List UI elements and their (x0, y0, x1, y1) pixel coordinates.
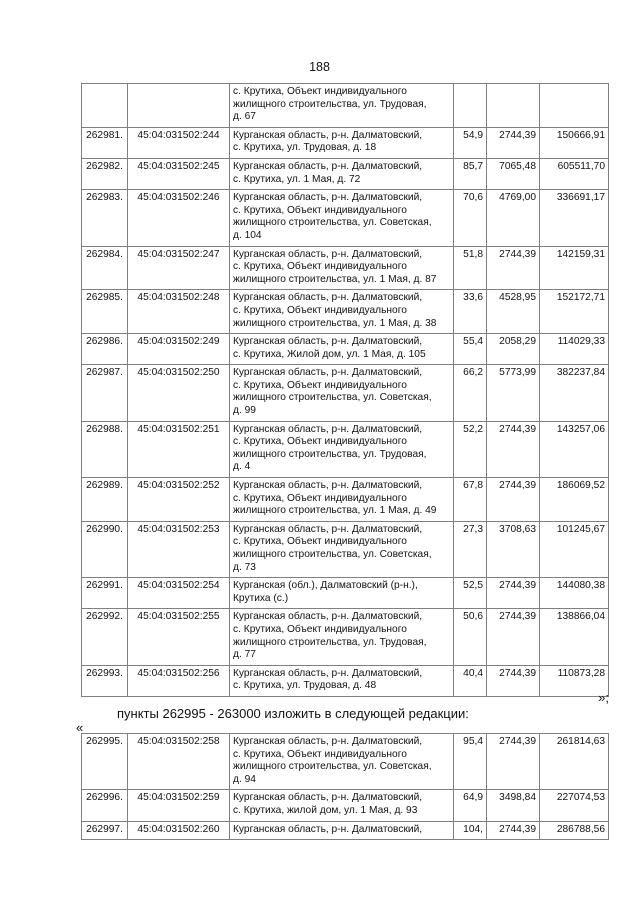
area-value-cell: 27,3 (454, 521, 487, 577)
area-value-cell: 40,4 (454, 665, 487, 696)
table-row (82, 478, 609, 522)
row-number-cell: 262985. (82, 290, 128, 334)
area-value-cell: 51,8 (454, 246, 487, 290)
area-value-cell: 95,4 (454, 734, 487, 790)
unit-price-cell: 2058,29 (487, 334, 540, 365)
cadastral-cost-cell: 110873,28 (540, 665, 609, 696)
unit-price-cell (487, 84, 540, 128)
cadastral-cost-cell: 186069,52 (540, 478, 609, 522)
unit-price-cell: 4769,00 (487, 190, 540, 246)
register-table-bottom (81, 733, 609, 840)
opening-quote: « (76, 720, 84, 735)
area-value-cell: 52,5 (454, 578, 487, 609)
area-value-cell: 70,6 (454, 190, 487, 246)
row-number-cell: 262996. (82, 790, 128, 821)
unit-price-cell: 2744,39 (487, 478, 540, 522)
area-value-cell: 52,2 (454, 421, 487, 477)
table-row (82, 421, 609, 477)
cadastral-number-cell: 45:04:031502:255 (128, 609, 230, 665)
cadastral-cost-cell: 144080,38 (540, 578, 609, 609)
cadastral-cost-cell: 336691,17 (540, 190, 609, 246)
unit-price-cell: 2744,39 (487, 734, 540, 790)
address-cell: Курганская область, р-н. Далматовский, с. Крутиха, Объект индивидуального жилищного строительства, ул. Советская, д. 99 (230, 365, 454, 421)
address-cell: Курганская область, р-н. Далматовский, с. Крутиха, Объект индивидуального жилищного строительства, ул. Советская, д. 94 (230, 734, 454, 790)
unit-price-cell: 2744,39 (487, 609, 540, 665)
cadastral-number-cell: 45:04:031502:250 (128, 365, 230, 421)
row-number-cell: 262989. (82, 478, 128, 522)
table-row (82, 127, 609, 158)
cadastral-number-cell (128, 84, 230, 128)
area-value-cell: 33,6 (454, 290, 487, 334)
table-row (82, 158, 609, 189)
address-cell: Курганская область, р-н. Далматовский, с. Крутиха, ул. Трудовая, д. 18 (230, 127, 454, 158)
unit-price-cell: 2744,39 (487, 578, 540, 609)
unit-price-cell: 2744,39 (487, 421, 540, 477)
table-row (82, 521, 609, 577)
cadastral-number-cell: 45:04:031502:247 (128, 246, 230, 290)
cadastral-number-cell: 45:04:031502:246 (128, 190, 230, 246)
unit-price-cell: 2744,39 (487, 246, 540, 290)
page-number: 188 (309, 60, 330, 74)
row-number-cell: 262982. (82, 158, 128, 189)
address-cell: Курганская (обл.), Далматовский (р-н.), Крутиха (с.) (230, 578, 454, 609)
cadastral-number-cell: 45:04:031502:259 (128, 790, 230, 821)
register-table-top (81, 83, 609, 697)
cadastral-cost-cell: 142159,31 (540, 246, 609, 290)
row-number-cell: 262997. (82, 821, 128, 840)
amendment-instruction: пункты 262995 - 263000 изложить в следующей редакции: (117, 706, 469, 721)
row-number-cell: 262986. (82, 334, 128, 365)
address-cell: Курганская область, р-н. Далматовский, с. Крутиха, Объект индивидуального жилищного строительства, ул. 1 Мая, д. 49 (230, 478, 454, 522)
cadastral-number-cell: 45:04:031502:252 (128, 478, 230, 522)
unit-price-cell: 2744,39 (487, 127, 540, 158)
area-value-cell: 104, (454, 821, 487, 840)
row-number-cell: 262987. (82, 365, 128, 421)
address-cell: Курганская область, р-н. Далматовский, с. Крутиха, Объект индивидуального жилищного строительства, ул. Трудовая, д. 77 (230, 609, 454, 665)
area-value-cell: 67,8 (454, 478, 487, 522)
row-number-cell (82, 84, 128, 128)
row-number-cell: 262990. (82, 521, 128, 577)
address-cell: Курганская область, р-н. Далматовский, с. Крутиха, Объект индивидуального жилищного строительства, ул. Советская, д. 104 (230, 190, 454, 246)
row-number-cell: 262991. (82, 578, 128, 609)
closing-quote: »; (598, 690, 609, 705)
cadastral-number-cell: 45:04:031502:251 (128, 421, 230, 477)
cadastral-cost-cell: 114029,33 (540, 334, 609, 365)
unit-price-cell: 3708,63 (487, 521, 540, 577)
area-value-cell: 50,6 (454, 609, 487, 665)
address-cell: Курганская область, р-н. Далматовский, (230, 821, 454, 840)
area-value-cell (454, 84, 487, 128)
address-cell: Курганская область, р-н. Далматовский, с. Крутиха, Объект индивидуального жилищного строительства, ул. 1 Мая, д. 38 (230, 290, 454, 334)
cadastral-cost-cell: 605511,70 (540, 158, 609, 189)
cadastral-cost-cell: 138866,04 (540, 609, 609, 665)
unit-price-cell: 2744,39 (487, 665, 540, 696)
cadastral-cost-cell: 152172,71 (540, 290, 609, 334)
unit-price-cell: 7065,48 (487, 158, 540, 189)
table-row (82, 734, 609, 790)
table-row (82, 290, 609, 334)
area-value-cell: 54,9 (454, 127, 487, 158)
address-cell: Курганская область, р-н. Далматовский, с. Крутиха, Жилой дом, ул. 1 Мая, д. 105 (230, 334, 454, 365)
table-row (82, 665, 609, 696)
address-cell: Курганская область, р-н. Далматовский, с. Крутиха, Объект индивидуального жилищного строительства, ул. Советская, д. 73 (230, 521, 454, 577)
cadastral-number-cell: 45:04:031502:258 (128, 734, 230, 790)
unit-price-cell: 2744,39 (487, 821, 540, 840)
area-value-cell: 85,7 (454, 158, 487, 189)
cadastral-number-cell: 45:04:031502:254 (128, 578, 230, 609)
cadastral-cost-cell: 143257,06 (540, 421, 609, 477)
address-cell: Курганская область, р-н. Далматовский, с. Крутиха, Объект индивидуального жилищного строительства, ул. Трудовая, д. 4 (230, 421, 454, 477)
cadastral-cost-cell: 227074,53 (540, 790, 609, 821)
cadastral-number-cell: 45:04:031502:260 (128, 821, 230, 840)
area-value-cell: 64,9 (454, 790, 487, 821)
address-cell: Курганская область, р-н. Далматовский, с. Крутиха, ул. Трудовая, д. 48 (230, 665, 454, 696)
row-number-cell: 262995. (82, 734, 128, 790)
row-number-cell: 262993. (82, 665, 128, 696)
address-cell: Курганская область, р-н. Далматовский, с. Крутиха, ул. 1 Мая, д. 72 (230, 158, 454, 189)
table-row (82, 190, 609, 246)
address-cell: Курганская область, р-н. Далматовский, с. Крутиха, жилой дом, ул. 1 Мая, д. 93 (230, 790, 454, 821)
table-row (82, 578, 609, 609)
address-cell: с. Крутиха, Объект индивидуального жилищного строительства, ул. Трудовая, д. 67 (230, 84, 454, 128)
cadastral-number-cell: 45:04:031502:245 (128, 158, 230, 189)
cadastral-cost-cell: 101245,67 (540, 521, 609, 577)
address-cell: Курганская область, р-н. Далматовский, с. Крутиха, Объект индивидуального жилищного строительства, ул. 1 Мая, д. 87 (230, 246, 454, 290)
area-value-cell: 66,2 (454, 365, 487, 421)
table-row (82, 790, 609, 821)
row-number-cell: 262988. (82, 421, 128, 477)
unit-price-cell: 3498,84 (487, 790, 540, 821)
cadastral-number-cell: 45:04:031502:248 (128, 290, 230, 334)
cadastral-number-cell: 45:04:031502:244 (128, 127, 230, 158)
cadastral-number-cell: 45:04:031502:253 (128, 521, 230, 577)
table-row (82, 84, 609, 128)
row-number-cell: 262983. (82, 190, 128, 246)
unit-price-cell: 5773,99 (487, 365, 540, 421)
cadastral-cost-cell (540, 84, 609, 128)
table-row (82, 334, 609, 365)
cadastral-cost-cell: 286788,56 (540, 821, 609, 840)
area-value-cell: 55,4 (454, 334, 487, 365)
table-row (82, 609, 609, 665)
cadastral-number-cell: 45:04:031502:256 (128, 665, 230, 696)
table-row (82, 821, 609, 840)
cadastral-cost-cell: 261814,63 (540, 734, 609, 790)
unit-price-cell: 4528,95 (487, 290, 540, 334)
row-number-cell: 262981. (82, 127, 128, 158)
table-row (82, 365, 609, 421)
row-number-cell: 262992. (82, 609, 128, 665)
cadastral-cost-cell: 150666,91 (540, 127, 609, 158)
row-number-cell: 262984. (82, 246, 128, 290)
table-row (82, 246, 609, 290)
cadastral-cost-cell: 382237,84 (540, 365, 609, 421)
cadastral-number-cell: 45:04:031502:249 (128, 334, 230, 365)
